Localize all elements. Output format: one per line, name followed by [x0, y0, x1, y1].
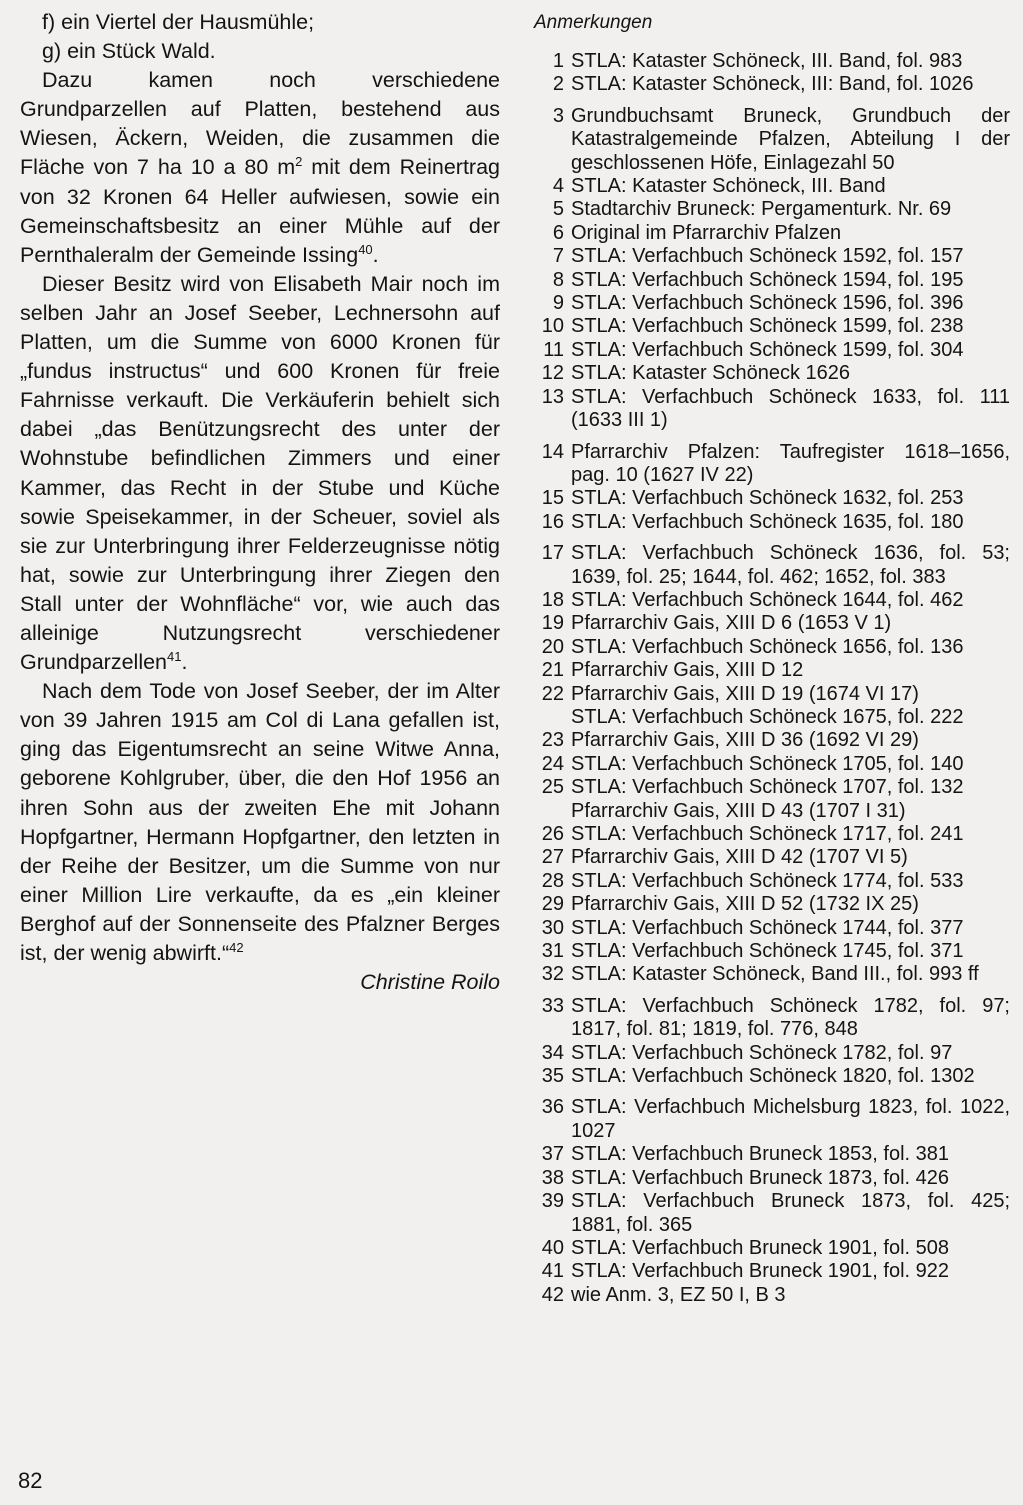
note-31 [534, 940, 1010, 963]
note-number: 13 [541, 385, 564, 408]
note-number: 22 [541, 682, 564, 705]
note-text: STLA: Kataster Schöneck, III. Band [571, 175, 886, 198]
note-1 [534, 50, 1010, 73]
note-20 [534, 636, 1010, 659]
note-number: 32 [541, 963, 564, 986]
note-number: 38 [541, 1166, 564, 1189]
note-text: Pfarrarchiv Gais, XIII D 19 (1674 VI 17) [571, 682, 919, 705]
note-number: 40 [541, 1236, 564, 1259]
paragraph-1-text-rest: mit dem Reinertrag von 32 Kronen 64 Heller aufwiesen, sowie ein Gemeinschaftsbesitz an einer Mühle auf der Pernthaleralm der Gemeinde Issing [20, 155, 500, 267]
note-30 [534, 917, 1010, 940]
note-text: STLA: Verfachbuch Schöneck 1745, fol. 371 [571, 940, 964, 963]
note-4 [534, 175, 1010, 198]
note-8 [534, 269, 1010, 292]
footnote-ref-40: 40 [358, 241, 373, 257]
note-text: STLA: Verfachbuch Bruneck 1901, fol. 922 [571, 1260, 950, 1283]
note-number: 15 [541, 487, 564, 510]
note-number: 17 [541, 542, 564, 565]
note-number: 21 [541, 659, 564, 682]
note-number: 18 [541, 588, 564, 611]
note-number: 5 [552, 198, 564, 221]
note-22 [534, 683, 1010, 706]
note-text: wie Anm. 3, EZ 50 I, B 3 [571, 1283, 786, 1306]
note-26 [534, 823, 1010, 846]
note-text: Original im Pfarrarchiv Pfalzen [571, 221, 842, 244]
note-text: STLA: Kataster Schöneck 1626 [571, 362, 851, 385]
list-item-f: f) ein Viertel der Hausmühle; [42, 10, 315, 34]
note-40 [534, 1237, 1010, 1260]
note-text: STLA: Verfachbuch Schöneck 1599, fol. 238 [571, 315, 964, 338]
note-6 [534, 222, 1010, 245]
note-text: STLA: Kataster Schöneck, III: Band, fol. 1026 [571, 73, 974, 96]
note-number: 41 [541, 1260, 564, 1283]
note-32 [534, 963, 1010, 986]
note-2 [534, 73, 1010, 96]
note-42 [534, 1284, 1010, 1307]
note-number: 35 [541, 1065, 564, 1088]
note-22-continuation: STLA: Verfachbuch Schöneck 1675, fol. 222 [571, 705, 964, 728]
note-11 [534, 339, 1010, 362]
note-5 [534, 198, 1010, 221]
note-number: 30 [541, 916, 564, 939]
note-35 [534, 1065, 1010, 1088]
note-number: 1 [552, 50, 564, 72]
note-text: STLA: Verfachbuch Schöneck 1633, fol. 111 (1633 III 1) [571, 385, 1010, 432]
paragraph-3-text: Nach dem Tode von Josef Seeber, der im Alter von 39 Jahren 1915 am Col di Lana gefallen ist, ging das Eigentumsrecht an seine Witwe Anna, geborene Kohlgruber, über, die den Hof 1956 an ihren Sohn aus der zweiten Ehe mit Johann Hopfgartner, Hermann Hopfgartner, den letzten in der Reihe der Besitzer, um die Summe von nur einer Million Lire verkaufte, da es „ein kleiner Berghof auf der Sonnenseite des Pfalzner Berges ist, der wenig abwirft.“ [20, 679, 500, 965]
note-13 [534, 386, 1010, 433]
footnote-ref-42: 42 [229, 940, 244, 955]
footnote-ref-41: 41 [167, 649, 182, 665]
note-text: STLA: Verfachbuch Schöneck 1594, fol. 195 [571, 268, 964, 291]
note-text: Pfarrarchiv Pfalzen: Taufregister 1618–1656, pag. 10 (1627 IV 22) [571, 440, 1010, 486]
note-39 [534, 1190, 1010, 1237]
note-33 [534, 995, 1010, 1042]
note-28 [534, 870, 1010, 893]
paragraph-2-end: . [181, 650, 188, 675]
note-34 [534, 1042, 1010, 1065]
note-41 [534, 1260, 1010, 1283]
note-number: 39 [541, 1190, 564, 1213]
notes-title: Anmerkungen [534, 12, 653, 33]
note-29 [534, 893, 1010, 916]
superscript-2: 2 [295, 154, 303, 170]
note-number: 4 [552, 175, 564, 198]
note-number: 26 [541, 823, 564, 845]
note-21 [534, 659, 1010, 682]
note-text: Pfarrarchiv Gais, XIII D 52 (1732 IX 25) [571, 893, 919, 916]
note-text: STLA: Verfachbuch Michelsburg 1823, fol. 1022, 1027 [571, 1096, 1010, 1142]
paragraph-1 [20, 66, 500, 270]
note-36 [534, 1096, 1010, 1143]
note-25-continuation: Pfarrarchiv Gais, XIII D 43 (1707 I 31) [571, 799, 906, 822]
note-text: STLA: Verfachbuch Schöneck 1744, fol. 377 [571, 916, 964, 939]
main-text-column [20, 8, 500, 997]
note-text: STLA: Verfachbuch Schöneck 1596, fol. 396 [571, 292, 964, 315]
note-text: STLA: Verfachbuch Bruneck 1853, fol. 381 [571, 1143, 950, 1166]
note-text: STLA: Verfachbuch Schöneck 1632, fol. 253 [571, 487, 964, 510]
note-text: Pfarrarchiv Gais, XIII D 36 (1692 VI 29) [571, 729, 919, 752]
note-number: 33 [541, 994, 564, 1017]
note-text: Pfarrarchiv Gais, XIII D 6 (1653 V 1) [571, 612, 892, 635]
note-number: 7 [552, 245, 564, 268]
note-text: Stadtarchiv Bruneck: Pergamenturk. Nr. 69 [571, 198, 952, 221]
note-number: 34 [541, 1041, 564, 1064]
note-text: STLA: Kataster Schöneck, Band III., fol. 993 ff [571, 963, 979, 986]
note-17 [534, 542, 1010, 589]
note-number: 2 [552, 73, 564, 96]
note-19 [534, 612, 1010, 635]
note-12 [534, 362, 1010, 385]
note-text: STLA: Verfachbuch Bruneck 1873, fol. 426 [571, 1166, 950, 1189]
note-18 [534, 589, 1010, 612]
note-number: 3 [552, 104, 564, 127]
note-7 [534, 245, 1010, 268]
note-text: STLA: Verfachbuch Schöneck 1644, fol. 462 [571, 588, 964, 611]
note-text: STLA: Verfachbuch Schöneck 1707, fol. 132 [571, 776, 964, 799]
paragraph-2 [20, 270, 500, 677]
note-number: 31 [541, 940, 564, 963]
note-text: STLA: Verfachbuch Schöneck 1705, fol. 140 [571, 752, 964, 775]
note-14 [534, 441, 1010, 488]
note-number: 16 [541, 510, 564, 533]
page-number: 82 [18, 1468, 43, 1493]
note-text: STLA: Verfachbuch Schöneck 1782, fol. 97; 1817, fol. 81; 1819, fol. 776, 848 [571, 994, 1010, 1041]
note-number: 20 [541, 635, 564, 658]
note-number: 27 [541, 846, 564, 869]
note-number: 24 [541, 752, 564, 775]
note-text: STLA: Kataster Schöneck, III. Band, fol. 983 [571, 50, 963, 72]
note-10 [534, 315, 1010, 338]
note-text: STLA: Verfachbuch Schöneck 1656, fol. 136 [571, 635, 964, 658]
note-text: Grundbuchsamt Bruneck, Grundbuch der Katastralgemeinde Pfalzen, Abteilung I der geschlossenen Höfe, Einlagezahl 50 [571, 104, 1010, 174]
note-text: STLA: Verfachbuch Schöneck 1592, fol. 157 [571, 245, 964, 268]
note-number: 19 [541, 612, 564, 635]
list-item-g: g) ein Stück Wald. [42, 39, 216, 64]
note-text: Pfarrarchiv Gais, XIII D 42 (1707 VI 5) [571, 846, 908, 869]
note-text: STLA: Verfachbuch Schöneck 1717, fol. 241 [571, 823, 964, 845]
note-38 [534, 1167, 1010, 1190]
note-number: 6 [552, 221, 564, 244]
note-number: 29 [541, 893, 564, 916]
notes-column [534, 8, 1010, 1307]
note-text: Pfarrarchiv Gais, XIII D 12 [571, 659, 804, 682]
paragraph-3 [20, 677, 500, 968]
author-signature: Christine Roilo [360, 970, 500, 995]
note-text: STLA: Verfachbuch Bruneck 1901, fol. 508 [571, 1236, 950, 1259]
paragraph-1-end: . [372, 242, 379, 267]
note-number: 14 [541, 440, 564, 463]
note-3 [534, 105, 1010, 175]
note-text: STLA: Verfachbuch Schöneck 1599, fol. 304 [571, 338, 964, 361]
note-number: 9 [552, 292, 564, 315]
note-number: 8 [552, 268, 564, 291]
note-27 [534, 846, 1010, 869]
note-number: 36 [541, 1096, 564, 1119]
note-text: STLA: Verfachbuch Schöneck 1774, fol. 533 [571, 869, 964, 892]
note-number: 23 [541, 729, 564, 752]
note-number: 42 [541, 1283, 564, 1306]
note-number: 10 [541, 315, 564, 338]
note-text: STLA: Verfachbuch Schöneck 1636, fol. 53; 1639, fol. 25; 1644, fol. 462; 1652, fol. 383 [571, 542, 1010, 588]
note-number: 25 [541, 776, 564, 799]
note-text: STLA: Verfachbuch Schöneck 1635, fol. 180 [571, 510, 964, 533]
note-number: 12 [541, 362, 564, 385]
notes-list [534, 50, 1010, 1307]
note-23 [534, 729, 1010, 752]
note-number: 37 [541, 1143, 564, 1166]
note-37 [534, 1143, 1010, 1166]
note-text: STLA: Verfachbuch Schöneck 1820, fol. 1302 [571, 1065, 975, 1088]
note-number: 11 [543, 338, 564, 361]
note-15 [534, 487, 1010, 510]
paragraph-1-text: Dazu kamen noch verschiedene Grundparzellen auf Platten, bestehend aus Wiesen, Äckern, Weiden, die zusammen die Fläche von 7 ha 10 a 80 m [20, 68, 500, 180]
note-text: STLA: Verfachbuch Schöneck 1782, fol. 97 [571, 1041, 953, 1064]
note-number: 28 [541, 869, 564, 892]
note-text: STLA: Verfachbuch Bruneck 1873, fol. 425; 1881, fol. 365 [571, 1190, 1010, 1236]
note-25 [534, 776, 1010, 799]
note-16 [534, 511, 1010, 534]
paragraph-2-text: Dieser Besitz wird von Elisabeth Mair noch im selben Jahr an Josef Seeber, Lechnersohn auf Platten, um die Summe von 6000 Kronen für „fundus instructus“ und 600 Kronen für freie Fahrnisse verkauft. Die Verkäuferin behielt sich dabei „das Benützungsrecht des unter der Wohnstube befindlichen Zimmers und einer Kammer, das Recht in der Stube und Küche sowie Speisekammer, in der Scheuer, soviel als sie zur Unterbringung ihrer Felderzeugnisse nötig hat, sowie zur Unterbringung ihrer Ziegen den Stall unter der Wohnfläche“ vor, wie auch das alleinige Nutzungsrecht verschiedener Grundparzellen [20, 271, 500, 675]
note-24 [534, 753, 1010, 776]
note-9 [534, 292, 1010, 315]
